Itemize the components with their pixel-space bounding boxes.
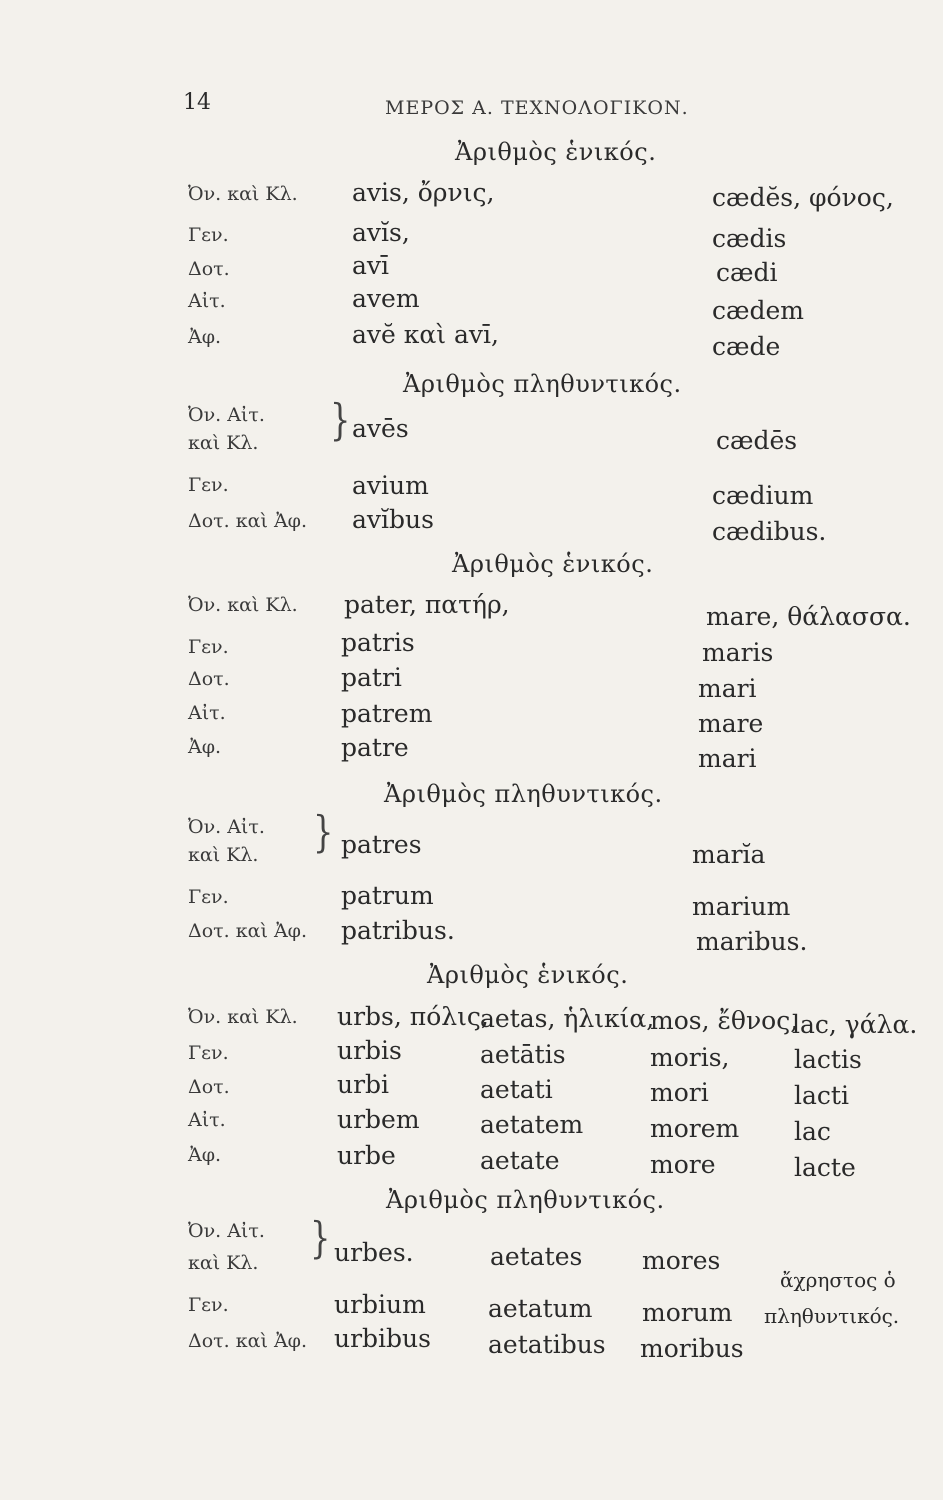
form-avis-dat: avī [352,251,390,280]
form-aetas-acc: aetatem [480,1110,584,1139]
form-caedes-dat-pl: cædibus. [712,517,827,546]
case-label-acc: Αἰτ. [188,290,226,312]
heading-plural-1: Ἀριθμὸς πληθυντικός. [403,370,682,398]
form-mos-nom-pl: mores [642,1246,721,1275]
form-avis-nom: avis, ὄρνις, [352,178,495,207]
form-caedes-acc: cædem [712,296,805,325]
form-mos-nom: mos, ἔθνος, [650,1006,799,1035]
heading-singular-2: Ἀριθμὸς ἑνικός. [452,550,654,578]
brace: } [330,393,351,446]
case-label-and-voc: καὶ Κλ. [188,844,259,866]
form-mare-gen-pl: marium [692,892,791,921]
form-mos-dat-pl: moribus [640,1334,744,1363]
case-label-nom-acc: Ὀν. Αἰτ. [188,816,265,838]
brace: } [310,1211,331,1264]
form-pater-dat: patri [341,663,402,692]
form-pater-gen: patris [341,628,415,657]
form-mos-gen: moris, [650,1043,730,1072]
form-aetas-nom: aetas, ἡλικία, [480,1004,655,1033]
brace: } [313,805,334,858]
form-pater-abl: patre [341,733,409,762]
case-label-abl: Ἀφ. [188,1144,222,1166]
running-title: ΜΕΡΟΣ Α. ΤΕΧΝΟΛΟΓΙΚΟΝ. [385,97,689,119]
form-aetas-nom-pl: aetates [490,1242,583,1271]
case-label-and-voc: καὶ Κλ. [188,1252,259,1274]
form-pater-dat-pl: patribus. [341,916,455,945]
form-urbs-nom-pl: urbes. [334,1238,414,1267]
form-pater-nom-pl: patres [341,830,422,859]
case-label-dat: Δοτ. [188,258,230,280]
form-urbs-acc: urbem [337,1105,420,1134]
form-mare-nom-pl: marĭa [692,840,766,869]
heading-singular-1: Ἀριθμὸς ἑνικός. [455,138,657,166]
form-aetas-dat: aetati [480,1075,553,1104]
form-avis-nom-pl: avēs [352,414,409,443]
form-mos-dat: mori [650,1078,709,1107]
form-avis-dat-pl: avĭbus [352,505,434,534]
form-caedes-nom-pl: cædēs [716,426,798,455]
form-aetas-abl: aetate [480,1146,560,1175]
form-mare-gen: maris [702,638,774,667]
form-pater-acc: patrem [341,699,433,728]
form-urbs-nom: urbs, πόλις, [337,1002,489,1031]
heading-singular-3: Ἀριθμὸς ἑνικός. [427,961,629,989]
form-avis-gen-pl: avium [352,471,429,500]
page-number: 14 [183,90,211,115]
form-urbs-abl: urbe [337,1141,396,1170]
form-mare-dat-pl: maribus. [696,927,808,956]
form-lac-dat: lacti [794,1081,849,1110]
case-label-gen: Γεν. [188,886,229,908]
form-aetas-gen-pl: aetatum [488,1294,593,1323]
case-label-nom-acc: Ὀν. Αἰτ. [188,1220,265,1242]
heading-plural-3: Ἀριθμὸς πληθυντικός. [386,1186,665,1214]
plural-note-line-2: πληθυντικός. [764,1304,900,1328]
form-caedes-nom: cædĕs, φόνος, [712,183,894,212]
form-aetas-dat-pl: aetatibus [488,1330,606,1359]
form-lac-gen: lactis [794,1045,862,1074]
form-caedes-gen: cædis [712,224,787,253]
form-mare-dat: mari [698,674,757,703]
case-label-nom-voc: Ὀν. καὶ Κλ. [188,1006,298,1028]
form-urbs-dat-pl: urbibus [334,1324,431,1353]
case-label-acc: Αἰτ. [188,1109,226,1131]
case-label-acc: Αἰτ. [188,702,226,724]
form-caedes-abl: cæde [712,332,781,361]
plural-note-line-1: ἄχρηστος ὁ [780,1268,896,1292]
heading-plural-2: Ἀριθμὸς πληθυντικός. [384,780,663,808]
form-caedes-gen-pl: cædium [712,481,814,510]
case-label-abl: Ἀφ. [188,326,222,348]
form-urbs-gen-pl: urbium [334,1290,426,1319]
form-aetas-gen: aetātis [480,1040,566,1069]
form-urbs-gen: urbis [337,1036,402,1065]
form-mos-abl: more [650,1150,716,1179]
case-label-nom-voc: Ὀν. καὶ Κλ. [188,183,298,205]
form-avis-acc: avem [352,284,420,313]
case-label-gen: Γεν. [188,1294,229,1316]
form-lac-nom: lac, γάλα. [792,1010,918,1039]
form-lac-abl: lacte [794,1153,856,1182]
form-mos-gen-pl: morum [642,1298,733,1327]
form-avis-abl: avĕ καὶ avī, [352,320,499,349]
form-mare-abl: mari [698,744,757,773]
form-lac-acc: lac [794,1117,831,1146]
case-label-gen: Γεν. [188,636,229,658]
form-mos-acc: morem [650,1114,740,1143]
case-label-gen: Γεν. [188,1042,229,1064]
case-label-dat-abl: Δοτ. καὶ Ἀφ. [188,1330,308,1352]
form-mare-acc: mare [698,709,764,738]
case-label-gen: Γεν. [188,224,229,246]
case-label-nom-acc: Ὀν. Αἰτ. [188,404,265,426]
case-label-gen: Γεν. [188,474,229,496]
case-label-dat-abl: Δοτ. καὶ Ἀφ. [188,920,308,942]
case-label-dat: Δοτ. [188,1076,230,1098]
case-label-dat-abl: Δοτ. καὶ Ἀφ. [188,510,308,532]
case-label-abl: Ἀφ. [188,736,222,758]
form-mare-nom: mare, θάλασσα. [706,602,911,631]
case-label-nom-voc: Ὀν. καὶ Κλ. [188,594,298,616]
form-pater-gen-pl: patrum [341,881,434,910]
case-label-dat: Δοτ. [188,668,230,690]
form-caedes-dat: cædi [716,258,778,287]
case-label-and-voc: καὶ Κλ. [188,432,259,454]
form-pater-nom: pater, πατήρ, [344,590,510,619]
form-urbs-dat: urbi [337,1070,390,1099]
form-avis-gen: avĭs, [352,218,410,247]
